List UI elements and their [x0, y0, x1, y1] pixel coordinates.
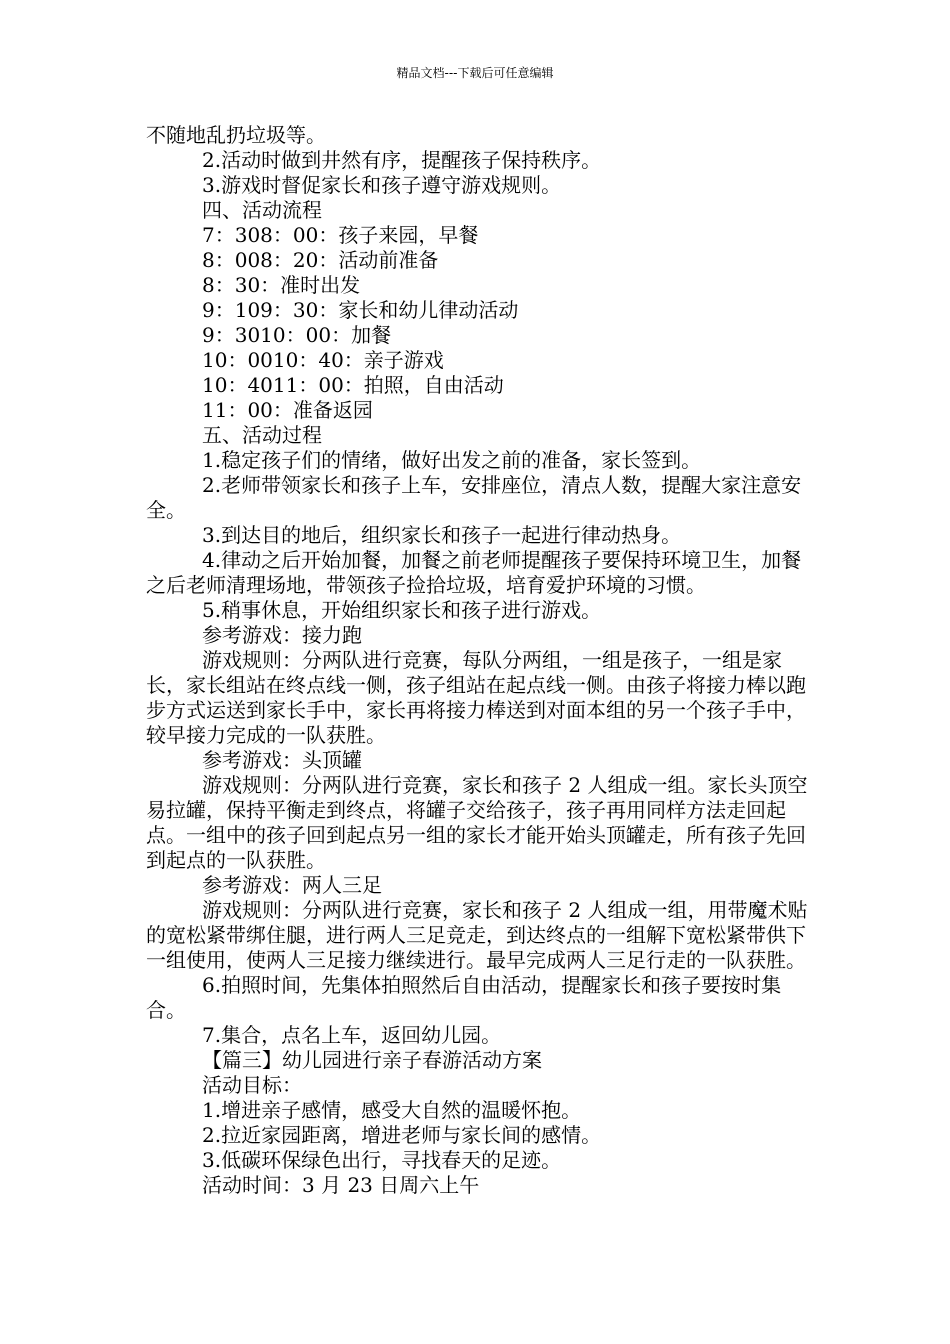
document-body: [146, 123, 812, 1198]
paragraph: 四、活动流程: [202, 198, 322, 222]
paragraph: 10：0010：40：亲子游戏: [202, 348, 444, 372]
paragraph: 参考游戏：头顶罐: [202, 748, 362, 772]
paragraph: 2.老师带领家长和孩子上车，安排座位，清点人数，提醒大家注意安全。: [146, 473, 802, 522]
paragraph: 11：00：准备返园: [202, 398, 373, 422]
paragraph: 1.增进亲子感情，感受大自然的温暖怀抱。: [202, 1098, 582, 1122]
paragraph: 10：4011：00：拍照，自由活动: [202, 373, 504, 397]
paragraph: 活动目标：: [202, 1073, 302, 1097]
paragraph: 3.游戏时督促家长和孩子遵守游戏规则。: [202, 173, 562, 197]
paragraph: 8：30：准时出发: [202, 273, 361, 297]
paragraph: 8：008：20：活动前准备: [202, 248, 439, 272]
paragraph: 游戏规则：分两队进行竞赛，家长和孩子 2 人组成一组。家长头顶空易拉罐，保持平衡走到终点，将罐子交给孩子，孩子再用同样方法走回起点。一组中的孩子回到起点另一组的家长才能开始头顶罐走，所有孩子先回到起点的一队获胜。: [146, 773, 808, 872]
paragraph: 6.拍照时间，先集体拍照然后自由活动，提醒家长和孩子要按时集合。: [146, 973, 782, 1022]
paragraph: 7.集合，点名上车，返回幼儿园。: [202, 1023, 502, 1047]
paragraph: 3.低碳环保绿色出行，寻找春天的足迹。: [202, 1148, 562, 1172]
paragraph: 游戏规则：分两队进行竞赛，家长和孩子 2 人组成一组，用带魔术贴的宽松紧带绑住腿，进行两人三足竞走，到达终点的一组解下宽松紧带供下一组使用，使两人三足接力继续进行。最早完成两人三足行走的一队获胜。: [146, 898, 808, 972]
paragraph: 【篇三】幼儿园进行亲子春游活动方案: [202, 1048, 542, 1072]
paragraph: 4.律动之后开始加餐，加餐之前老师提醒孩子要保持环境卫生，加餐之后老师清理场地，带领孩子捡拾垃圾，培育爱护环境的习惯。: [146, 548, 802, 597]
paragraph: 不随地乱扔垃圾等。: [146, 123, 326, 147]
paragraph: 9：3010：00：加餐: [202, 323, 392, 347]
paragraph: 参考游戏：两人三足: [202, 873, 382, 897]
paragraph: 参考游戏：接力跑: [202, 623, 362, 647]
paragraph: 7：308：00：孩子来园，早餐: [202, 223, 479, 247]
paragraph: 活动时间：3 月 23 日周六上午: [202, 1173, 480, 1197]
paragraph: 5.稍事休息，开始组织家长和孩子进行游戏。: [202, 598, 602, 622]
paragraph: 1.稳定孩子们的情绪，做好出发之前的准备，家长签到。: [202, 448, 702, 472]
paragraph: 五、活动过程: [202, 423, 322, 447]
paragraph: 游戏规则：分两队进行竞赛，每队分两组，一组是孩子，一组是家长，家长组站在终点线一侧，孩子组站在起点线一侧。由孩子将接力棒以跑步方式运送到家长手中，家长再将接力棒送到对面本组的另一个孩子手中，较早接力完成的一队获胜。: [146, 648, 806, 747]
paragraph: 9：109：30：家长和幼儿律动活动: [202, 298, 519, 322]
page-header: 精品文档---下载后可任意编辑: [396, 66, 554, 80]
paragraph: 2.活动时做到井然有序，提醒孩子保持秩序。: [202, 148, 602, 172]
paragraph: 3.到达目的地后，组织家长和孩子一起进行律动热身。: [202, 523, 682, 547]
paragraph: 2.拉近家园距离，增进老师与家长间的感情。: [202, 1123, 602, 1147]
